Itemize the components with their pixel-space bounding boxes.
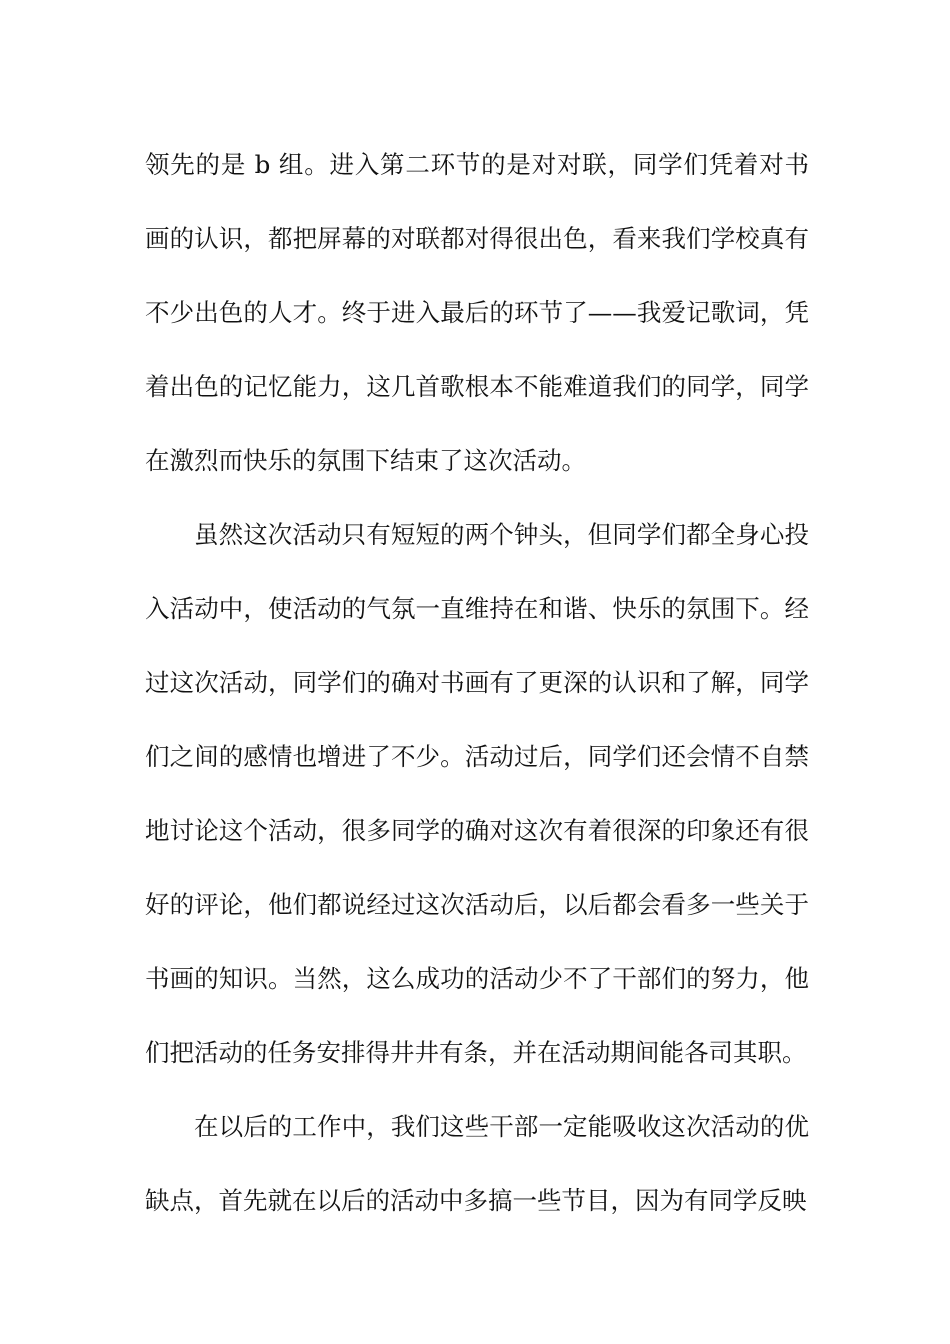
paragraph-activity-summary: 虽然这次活动只有短短的两个钟头，但同学们都全身心投入活动中，使活动的气氛一直维持在和谐、快乐的氛围下。经过这次活动，同学们的确对书画有了更深的认识和了解，同学们之间的感情也增进了不少。活动过后，同学们还会情不自禁地讨论这个活动，很多同学的确对这次有着很深的印象还有很好的评论，他们都说经过这次活动后，以后都会看多一些关于书画的知识。当然，这么成功的活动少不了干部们的努力，他们把活动的任务安排得井井有条，并在活动期间能各司其职。	[145, 520, 809, 1067]
paragraph-future-work: 在以后的工作中，我们这些干部一定能吸收这次活动的优缺点，首先就在以后的活动中多搞一些节目，因为有同学反映	[145, 1112, 809, 1215]
document-body	[145, 128, 809, 1238]
paragraph-continuation: 领先的是 b 组。进入第二环节的是对对联，同学们凭着对书画的认识，都把屏幕的对联都对得很出色，看来我们学校真有不少出色的人才。终于进入最后的环节了——我爱记歌词，凭着出色的记忆能力，这几首歌根本不能难道我们的同学，同学在激烈而快乐的氛围下结束了这次活动。	[145, 150, 809, 475]
